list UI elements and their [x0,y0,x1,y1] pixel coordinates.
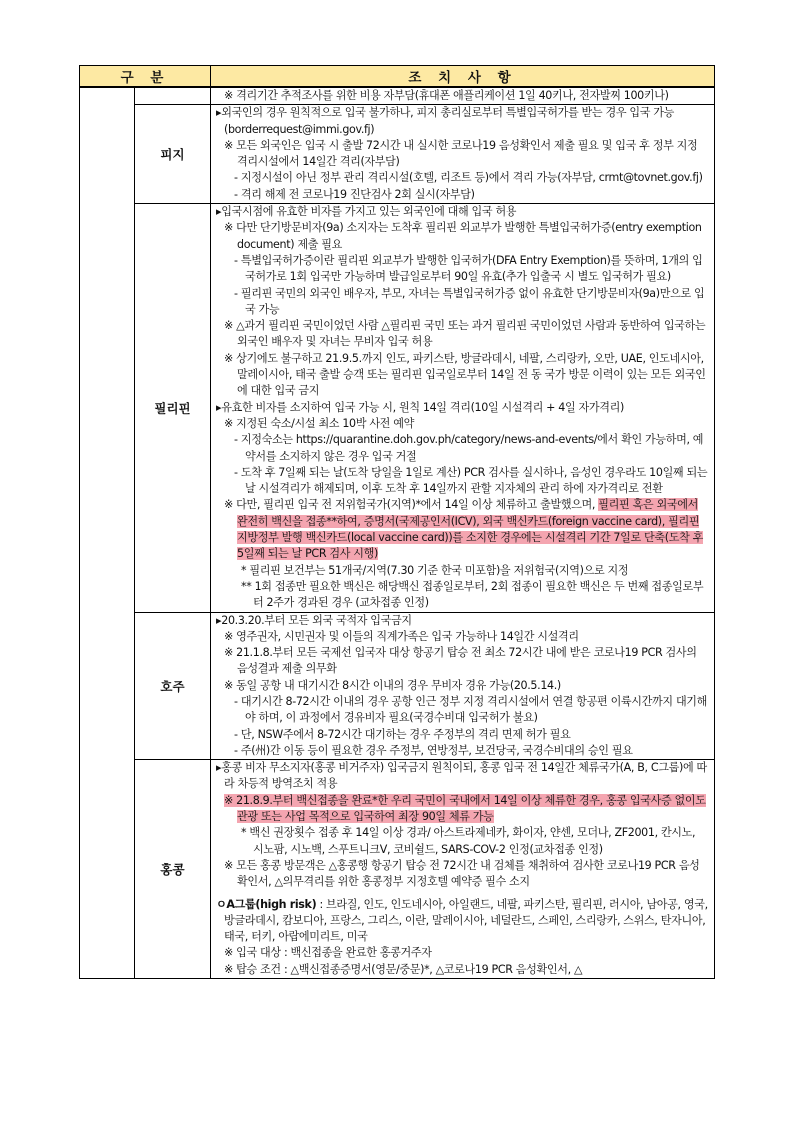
country-fiji: 피지 [135,105,211,204]
content-line: ▸외국인의 경우 원칙적으로 입국 불가하나, 피지 총리실로부터 특별입국허가를 받는 경우 입국 가능(borderrequest@immi.gov.fj) [216,106,675,136]
content-line: - 도착 후 7일째 되는 날(도착 당일을 1일로 계산) PCR 검사를 실시하나, 음성인 경우라도 10일째 되는 날 시설격리가 해제되며, 이후 도착 후 14일까지 관할 지자체의 관리 하에 자가격리로 전환 [234,465,708,496]
content-line: - 대기시간 8-72시간 이내의 경우 공항 인근 정부 지정 격리시설에서 연결 항공편 이륙시간까지 대기해야 하며, 이 과정에서 경유비자 필요(국경수비대 입국허가 불요) [234,694,708,725]
top-content [211,87,715,105]
highlighted-text: 필리핀 혹은 외국에서 완전히 백신을 접종**하여, 증명서(국제공인서(ICV), 외국 백신카드(foreign vaccine card), 필리핀 지방정부 발행 백신카드(local vaccine card))를 소지한 경우에는 시설격리 기간 7일로 단축(도착 후 5일째 되는 날 PCR 검사 시행) [237,498,703,561]
content-line: - 필리핀 국민의 외국인 배우자, 부모, 자녀는 특별입국허가증 없이 유효한 단기방문비자(9a)만으로 입국 가능 [234,286,705,316]
group-a-label: ㅇA그룹(high risk) [216,897,317,911]
content-line: - 단, NSW주에서 8-72시간 대기하는 경우 주정부의 격리 면제 허가 필요 [234,727,571,741]
table-header-row [80,66,715,88]
content-line: ※ 입국 대상 : 백신접종을 완료한 홍콩거주자 [224,946,432,960]
table-row-top [80,87,715,105]
footnote-line: * 백신 권장횟수 접종 후 14일 이상 경과/ 아스트라제네카, 화이자, 얀센, 모더나, ZF2001, 칸시노, 시노팜, 시노백, 스푸트니크V, 코비쉴드, SARS-COV-2 인정(교차접종 인정) [241,826,696,856]
content-line: ※ 모든 외국인은 입국 시 출발 72시간 내 실시한 코로나19 음성확인서 제출 필요 및 입국 후 정부 지정 격리시설에서 14일간 격리(자부담) [224,138,698,169]
footnote-line: * 필리핀 보건부는 51개국/지역(7.30 기준 한국 미포함)을 저위험국(지역)으로 지정 [241,563,629,577]
content-line: - 지정시설이 아닌 정부 관리 격리시설(호텔, 리조트 등)에서 격리 가능(자부담, crmt@tovnet.gov.fj) [234,171,703,185]
table-row-hongkong [80,760,715,979]
fiji-content [211,105,715,204]
content-line: ▸20.3.20.부터 모든 외국 국적자 입국금지 [216,613,412,627]
content-line: ※ 탑승 조건 : △백신접종증명서(영문/중문)*, △코로나19 PCR 음성확인서, △ [224,962,583,976]
content-line: ※ 다만 단기방문비자(9a) 소지자는 도착후 필리핀 외교부가 발행한 특별입국허가증(entry exemption document) 제출 필요 [224,221,702,251]
measures-table [79,65,715,979]
content-line: ※ 모든 홍콩 방문객은 △홍콩행 항공기 탑승 전 72시간 내 검체를 채취하여 검사한 코로나19 PCR 음성확인서, △의무격리를 위한 홍콩정부 지정호텔 예약증 필수 소지 [224,858,700,889]
philippines-content [211,204,715,612]
highlighted-text: ※ 21.8.9.부터 백신접종을 완료*한 우리 국민이 국내에서 14일 이상 체류한 경우, 홍콩 입국사증 없이도 관광 또는 사업 목적으로 입국하여 최장 90일 체류 가능 [224,793,706,824]
country-cell-blank [135,87,211,105]
header-measures: 조 치 사 항 [211,66,715,88]
content-line: ※ △과거 필리핀 국민이었던 사람 △필리핀 국민 또는 과거 필리핀 국민이었던 사람과 동반하여 입국하는 외국인 배우자 및 자녀는 무비자 입국 허용 [224,319,706,349]
content-line: ※ 영주권자, 시민권자 및 이들의 직계가족은 입국 가능하나 14일간 시설격리 [224,629,579,643]
content-line: - 특별입국허가증이란 필리핀 외교부가 발행한 입국허가(DFA Entry Exemption)를 뜻하며, 1개의 입국허가로 1회 입국만 가능하며 발급일로부터 90일 유효(추가 입출국 시 별도 입국허가 필요) [234,253,703,284]
country-philippines: 필리핀 [135,204,211,612]
content-line: - 지정숙소는 https://quarantine.doh.gov.ph/category/news-and-events/에서 확인 가능하며, 예약서를 소지하지 않은 경우 입국 거절 [234,433,704,463]
content-line: ※ 격리기간 추적조사를 위한 비용 자부담(휴대폰 애플리케이션 1일 40키나, 전자발찌 100키나) [224,89,669,102]
content-line-highlighted [216,497,708,562]
table-row-australia [80,612,715,760]
content-line: ▸홍콩 비자 무소지자(홍콩 비거주자) 입국금지 원칙이되, 홍콩 입국 전 14일간 체류국가(A, B, C그룹)에 따라 차등적 방역조치 적용 [216,761,707,791]
table-row-fiji [80,105,715,204]
footnote-line: ** 1회 접종만 필요한 백신은 해당백신 접종일로부터, 2회 접종이 필요한 백신은 두 번째 접종일로부터 2주가 경과된 경우 (교차접종 인정) [241,579,704,610]
content-line: - 격리 해제 전 코로나19 진단검사 2회 실시(자부담) [234,187,475,201]
region-cell-blank [80,87,135,979]
table-row-philippines [80,204,715,612]
content-line: ▸유효한 비자를 소지하여 입국 가능 시, 원칙 14일 격리(10일 시설격리 + 4일 자가격리) [216,400,624,414]
content-line [216,897,708,946]
content-line: ▸입국시점에 유효한 비자를 가지고 있는 외국인에 대해 입국 허용 [216,205,517,219]
country-hongkong: 홍콩 [135,760,211,979]
country-australia: 호주 [135,612,211,760]
content-line: ※ 21.1.8.부터 모든 국제선 입국자 대상 항공기 탑승 전 최소 72시간 내에 받은 코로나19 PCR 검사의 음성결과 제출 의무화 [224,646,697,676]
content-line: ※ 상기에도 불구하고 21.9.5.까지 인도, 파키스탄, 방글라데시, 네팔, 스리랑카, 오만, UAE, 인도네시아, 말레이시아, 태국 출발 승객 또는 필리핀 입국일로부터 14일 전 동 국가 방문 이력이 있는 모든 외국인에 대한 입국 금지 [224,351,706,398]
content-line: ※ 동일 공항 내 대기시간 8시간 이내의 경우 무비자 경유 가능(20.5.14.) [224,678,561,692]
australia-content [211,612,715,760]
content-text: ※ 다만, 필리핀 입국 전 저위험국가(지역)*에서 14일 이상 체류하고 출발했으며, [224,498,599,512]
header-category: 구 분 [80,66,211,88]
group-a-countries: : 브라질, 인도, 인도네시아, 아일랜드, 네팔, 파키스탄, 필리핀, 러시아, 남아공, 영국, 방글라데시, 캄보디아, 프랑스, 그리스, 이란, 말레이시아, 네덜란드, 스페인, 스리랑카, 스위스, 탄자니아, 태국, 터키, 아랍에미리트, 미국 [224,897,708,944]
content-line: - 주(州)간 이동 등이 필요한 경우 주정부, 연방정부, 보건당국, 국경수비대의 승인 필요 [234,743,633,757]
content-line-highlighted [216,793,708,826]
hongkong-content [211,760,715,979]
content-line: ※ 지정된 숙소/시설 최소 10박 사전 예약 [224,416,414,430]
